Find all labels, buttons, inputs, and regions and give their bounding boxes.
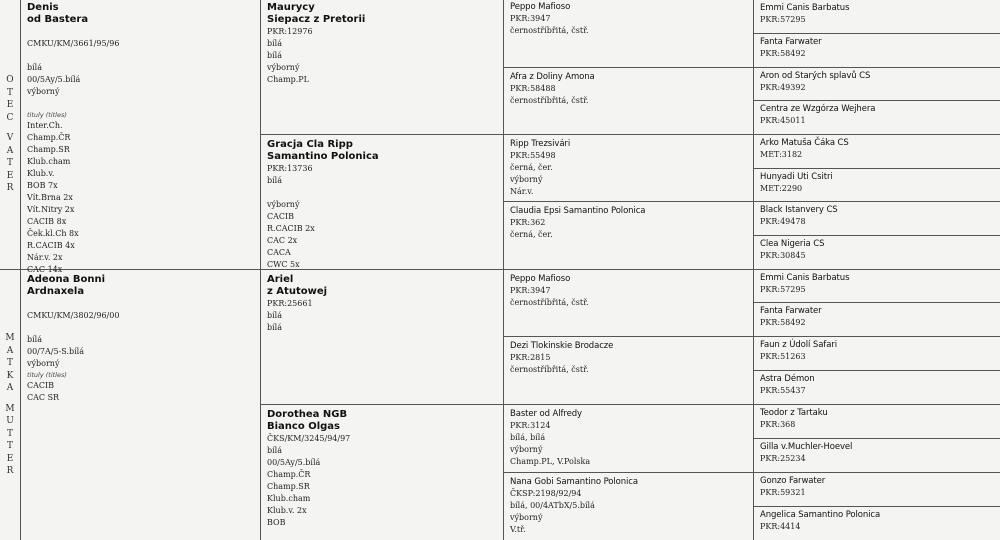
sire-title-line: Vít.Nitry 2x	[27, 205, 75, 214]
great-grandparent-name: Nana Gobi Samantino Polonica	[510, 477, 638, 487]
sire-detail-line: bílá	[27, 63, 43, 72]
great-grandparent-cell	[504, 0, 753, 67]
great-grandparent-detail-line: PKR:362	[510, 218, 546, 227]
great-grandparent-detail-line: V.tř.	[510, 525, 526, 534]
great-great-grandparent-reg: PKR:49392	[760, 83, 806, 92]
dam-name: Ardnaxela	[27, 286, 85, 297]
dam-details	[27, 298, 254, 370]
great-great-grandparent-name: Teodor z Tartaku	[760, 408, 828, 418]
grandparent-detail-line: bílá	[267, 446, 283, 455]
great-grandparent-cell	[504, 68, 753, 134]
sire-title-line: R.CACIB 4x	[27, 241, 75, 250]
grandparent-detail-line: bílá	[267, 51, 283, 60]
side-letter: C	[6, 112, 14, 123]
side-letter: T	[6, 158, 13, 169]
grandparent-detail-line: bílá	[267, 323, 283, 332]
titles-tag: tituly (titles)	[27, 111, 67, 119]
grandparent-detail-line: CACIB	[267, 212, 295, 221]
side-letter: A	[6, 383, 14, 394]
great-great-grandparent-name: Emmi Canis Barbatus	[760, 3, 850, 13]
titles-tag: tituly (titles)	[27, 371, 67, 379]
great-grandparent-detail-line: bílá, bílá	[510, 433, 546, 442]
great-great-grandparent-name: Gonzo Farwater	[760, 476, 826, 486]
dam-title-line: CAC SR	[27, 393, 60, 402]
great-great-grandparent-reg: MET:2290	[760, 184, 803, 193]
sire-name: Denis	[27, 2, 59, 13]
great-great-grandparent-reg: PKR:57295	[760, 15, 806, 24]
great-grandparent-detail-line: černostříbřitá, čstř.	[510, 298, 589, 307]
grandparent-detail-line: 00/5Ay/5.bílá	[267, 458, 321, 467]
great-great-grandparent-reg: PKR:45011	[760, 116, 806, 125]
grandparent-detail-line: Champ.PL	[267, 75, 309, 84]
great-grandparent-detail-line: výborný	[510, 445, 543, 454]
great-grandparent-detail-line: bílá, 00/4ATbX/5.bílá	[510, 501, 595, 510]
grandparent-cell	[261, 270, 503, 404]
great-great-grandparent-cell	[754, 34, 1000, 67]
great-grandparent-detail-line: černostříbřitá, čstř.	[510, 365, 589, 374]
grandparent-detail-line: BOB	[267, 518, 286, 527]
sire-title-line: CACIB 8x	[27, 217, 67, 226]
grandparent-detail-line: PKR:25661	[267, 299, 313, 308]
great-grandparent-cell	[504, 405, 753, 472]
great-great-grandparent-reg: PKR:51263	[760, 352, 806, 361]
great-grandparent-detail-line: PKR:3947	[510, 286, 551, 295]
great-great-grandparent-reg: PKR:4414	[760, 522, 801, 531]
great-great-grandparent-name: Arko Matuša Čáka CS	[760, 138, 849, 148]
sire-detail-line: výborný	[27, 87, 60, 96]
grandparent-detail-line: Champ.SR	[267, 482, 310, 491]
side-letter: T	[6, 87, 13, 98]
great-great-grandparent-reg: PKR:49478	[760, 217, 806, 226]
grandparent-detail-line: Klub.v. 2x	[267, 506, 307, 515]
grandparent-detail-line: CWC 5x	[267, 260, 300, 269]
sire-title-line: Nár.v. 2x	[27, 253, 63, 262]
dam-detail-line: bílá	[27, 335, 43, 344]
sire-details	[27, 26, 254, 110]
great-great-grandparent-cell	[754, 507, 1000, 540]
grandparent-detail-line: bílá	[267, 311, 283, 320]
grandparent-detail-line: R.CACIB 2x	[267, 224, 315, 233]
great-great-grandparent-reg: PKR:55437	[760, 386, 806, 395]
great-grandparent-detail-line: Nár.v.	[510, 187, 534, 196]
grandparent-detail-line: CAC 2x	[267, 236, 298, 245]
great-great-grandparent-reg: PKR:58492	[760, 49, 806, 58]
grandparent-cell	[261, 405, 503, 540]
sire-title-line: Klub.cham	[27, 157, 71, 166]
great-grandparent-name: Claudia Epsi Samantino Polonica	[510, 206, 646, 216]
dam-detail-line	[27, 322, 254, 334]
great-great-grandparent-reg: MET:3182	[760, 150, 803, 159]
great-grandparent-name: Peppo Mafioso	[510, 2, 571, 12]
grandparent-detail-line: bílá	[267, 176, 283, 185]
great-great-grandparent-reg: PKR:368	[760, 420, 796, 429]
side-letter: E	[6, 100, 14, 111]
great-grandparent-cell	[504, 270, 753, 336]
great-great-grandparent-cell	[754, 236, 1000, 269]
great-grandparent-detail-line: PKR:3124	[510, 421, 551, 430]
grandparent-detail-line: Klub.cham	[267, 494, 311, 503]
great-grandparent-name: Dezi Tlokinskie Brodacze	[510, 341, 614, 351]
sire-title-line: Inter.Ch.	[27, 121, 63, 130]
side-letter: E	[6, 453, 14, 464]
grandparent-name: Samantino Polonica	[267, 151, 379, 162]
great-grandparent-detail-line: PKR:3947	[510, 14, 551, 23]
great-grandparent-detail-line: PKR:2815	[510, 353, 551, 362]
dam-titles	[27, 380, 254, 404]
great-grandparent-detail-line: černostříbřitá, čstř.	[510, 26, 589, 35]
great-great-grandparent-cell	[754, 439, 1000, 472]
great-grandparent-name: Ripp Trezsivári	[510, 139, 571, 149]
sire-detail-line	[27, 50, 254, 62]
great-great-grandparent-reg: PKR:58492	[760, 318, 806, 327]
great-great-grandparent-cell	[754, 68, 1000, 100]
great-grandparent-name: Baster od Alfredy	[510, 409, 582, 419]
side-letter: M	[5, 333, 15, 344]
sire-title-line: Ček.kl.Ch 8x	[27, 229, 79, 238]
great-grandparent-detail-line: výborný	[510, 513, 543, 522]
grandparent-name: Maurycy	[267, 2, 315, 13]
great-great-grandparent-name: Astra Démon	[760, 374, 815, 384]
dam-detail-line: výborný	[27, 359, 60, 368]
great-great-grandparent-cell	[754, 270, 1000, 302]
great-great-grandparent-reg: PKR:57295	[760, 285, 806, 294]
great-grandparent-detail-line: černá, čer.	[510, 163, 553, 172]
side-label-mother	[0, 270, 20, 540]
sire-title-line: BOB 7x	[27, 181, 58, 190]
side-letter: T	[6, 428, 13, 439]
great-great-grandparent-cell	[754, 202, 1000, 235]
grandparent-name: Siepacz z Pretorii	[267, 14, 366, 25]
great-great-grandparent-cell	[754, 135, 1000, 168]
sire-cell	[21, 0, 260, 274]
dam-detail-line: CMKU/KM/3802/96/00	[27, 311, 120, 320]
great-great-grandparent-cell	[754, 337, 1000, 370]
side-letter: V	[6, 133, 14, 144]
great-grandparent-detail-line: PKR:55498	[510, 151, 556, 160]
great-great-grandparent-name: Gilla v.Muchler-Hoevel	[760, 442, 853, 452]
grandparent-name: Gracja Cla Ripp	[267, 139, 353, 150]
great-great-grandparent-name: Black Istanvery CS	[760, 205, 838, 215]
great-great-grandparent-name: Faun z Údolí Safari	[760, 340, 837, 350]
grandparent-name: Dorothea NGB	[267, 409, 348, 420]
dam-detail-line	[27, 298, 254, 310]
side-letter: T	[6, 441, 13, 452]
sire-title-line: Klub.v.	[27, 169, 55, 178]
great-grandparent-detail-line: Champ.PL, V.Polska	[510, 457, 591, 466]
grandparent-name: Bianco Olgas	[267, 421, 340, 432]
sire-titles	[27, 120, 254, 276]
sire-detail-line	[27, 26, 254, 38]
sire-detail-line: 00/5Ay/5.bílá	[27, 75, 81, 84]
side-letter: A	[6, 145, 14, 156]
side-letter: M	[5, 403, 15, 414]
sire-title-line: Champ.ČR	[27, 133, 71, 142]
sire-title-line: Vít.Brna 2x	[27, 193, 73, 202]
side-letter: T	[6, 358, 13, 369]
dam-title-line: CACIB	[27, 381, 55, 390]
grandparent-detail-line: výborný	[267, 200, 300, 209]
great-great-grandparent-name: Clea Nigeria CS	[760, 239, 825, 249]
side-letter: A	[6, 345, 14, 356]
great-great-grandparent-name: Hunyadi Uti Csitri	[760, 172, 833, 182]
side-letter: E	[6, 170, 14, 181]
dam-cell	[21, 270, 260, 540]
great-great-grandparent-cell	[754, 303, 1000, 336]
grandparent-detail-line: ČKS/KM/3245/94/97	[267, 434, 351, 443]
sire-title-line: Champ.SR	[27, 145, 70, 154]
side-letter: R	[6, 466, 14, 477]
great-great-grandparent-cell	[754, 169, 1000, 201]
sire-detail-line: CMKU/KM/3661/95/96	[27, 39, 120, 48]
grandparent-cell	[261, 135, 503, 269]
grandparent-detail-line: Champ.ČR	[267, 470, 311, 479]
great-great-grandparent-reg: PKR:30845	[760, 251, 806, 260]
great-great-grandparent-name: Emmi Canis Barbatus	[760, 273, 850, 283]
great-great-grandparent-name: Angelica Samantino Polonica	[760, 510, 881, 520]
great-grandparent-name: Peppo Mafioso	[510, 274, 571, 284]
great-great-grandparent-name: Fanta Farwater	[760, 306, 822, 316]
sire-title-line: CAC 14x	[27, 265, 63, 274]
great-grandparent-name: Afra z Doliny Amona	[510, 72, 595, 82]
grandparent-detail-line: výborný	[267, 63, 300, 72]
great-great-grandparent-reg: PKR:25234	[760, 454, 806, 463]
grandparent-name: Ariel	[267, 274, 294, 285]
side-label-father	[0, 0, 20, 269]
grandparent-detail-line	[267, 187, 497, 199]
great-grandparent-cell	[504, 337, 753, 404]
great-great-grandparent-reg: PKR:59321	[760, 488, 806, 497]
side-letter: R	[6, 183, 14, 194]
great-grandparent-detail-line: výborný	[510, 175, 543, 184]
great-great-grandparent-cell	[754, 405, 1000, 438]
sire-detail-line	[27, 98, 254, 110]
side-letter: U	[6, 416, 14, 427]
grandparent-detail-line: bílá	[267, 39, 283, 48]
grandparent-detail-line: CACA	[267, 248, 291, 257]
great-great-grandparent-cell	[754, 371, 1000, 404]
great-great-grandparent-name: Fanta Farwater	[760, 37, 822, 47]
great-great-grandparent-cell	[754, 473, 1000, 506]
grandparent-detail-line: PKR:12976	[267, 27, 313, 36]
great-great-grandparent-name: Centra ze Wzgórza Wejhera	[760, 104, 876, 114]
grandparent-name: z Atutowej	[267, 286, 328, 297]
grandparent-detail-line: PKR:13736	[267, 164, 313, 173]
grandparent-cell	[261, 0, 503, 134]
great-great-grandparent-cell	[754, 0, 1000, 33]
great-grandparent-cell	[504, 135, 753, 201]
great-grandparent-detail-line: PKR:58488	[510, 84, 556, 93]
great-grandparent-detail-line: černostříbřitá, čstř.	[510, 96, 589, 105]
side-letter: K	[6, 370, 14, 381]
side-letter: O	[6, 75, 14, 86]
great-grandparent-cell	[504, 473, 753, 540]
great-grandparent-detail-line: černá, čer.	[510, 230, 553, 239]
dam-detail-line: 00/7A/5-S.bílá	[27, 347, 84, 356]
great-grandparent-detail-line: ČKSP:2198/92/94	[510, 489, 582, 498]
great-great-grandparent-name: Aron od Starých splavů CS	[760, 71, 871, 81]
dam-name: Adeona Bonni	[27, 274, 106, 285]
great-grandparent-cell	[504, 202, 753, 269]
sire-name: od Bastera	[27, 14, 89, 25]
great-great-grandparent-cell	[754, 101, 1000, 134]
